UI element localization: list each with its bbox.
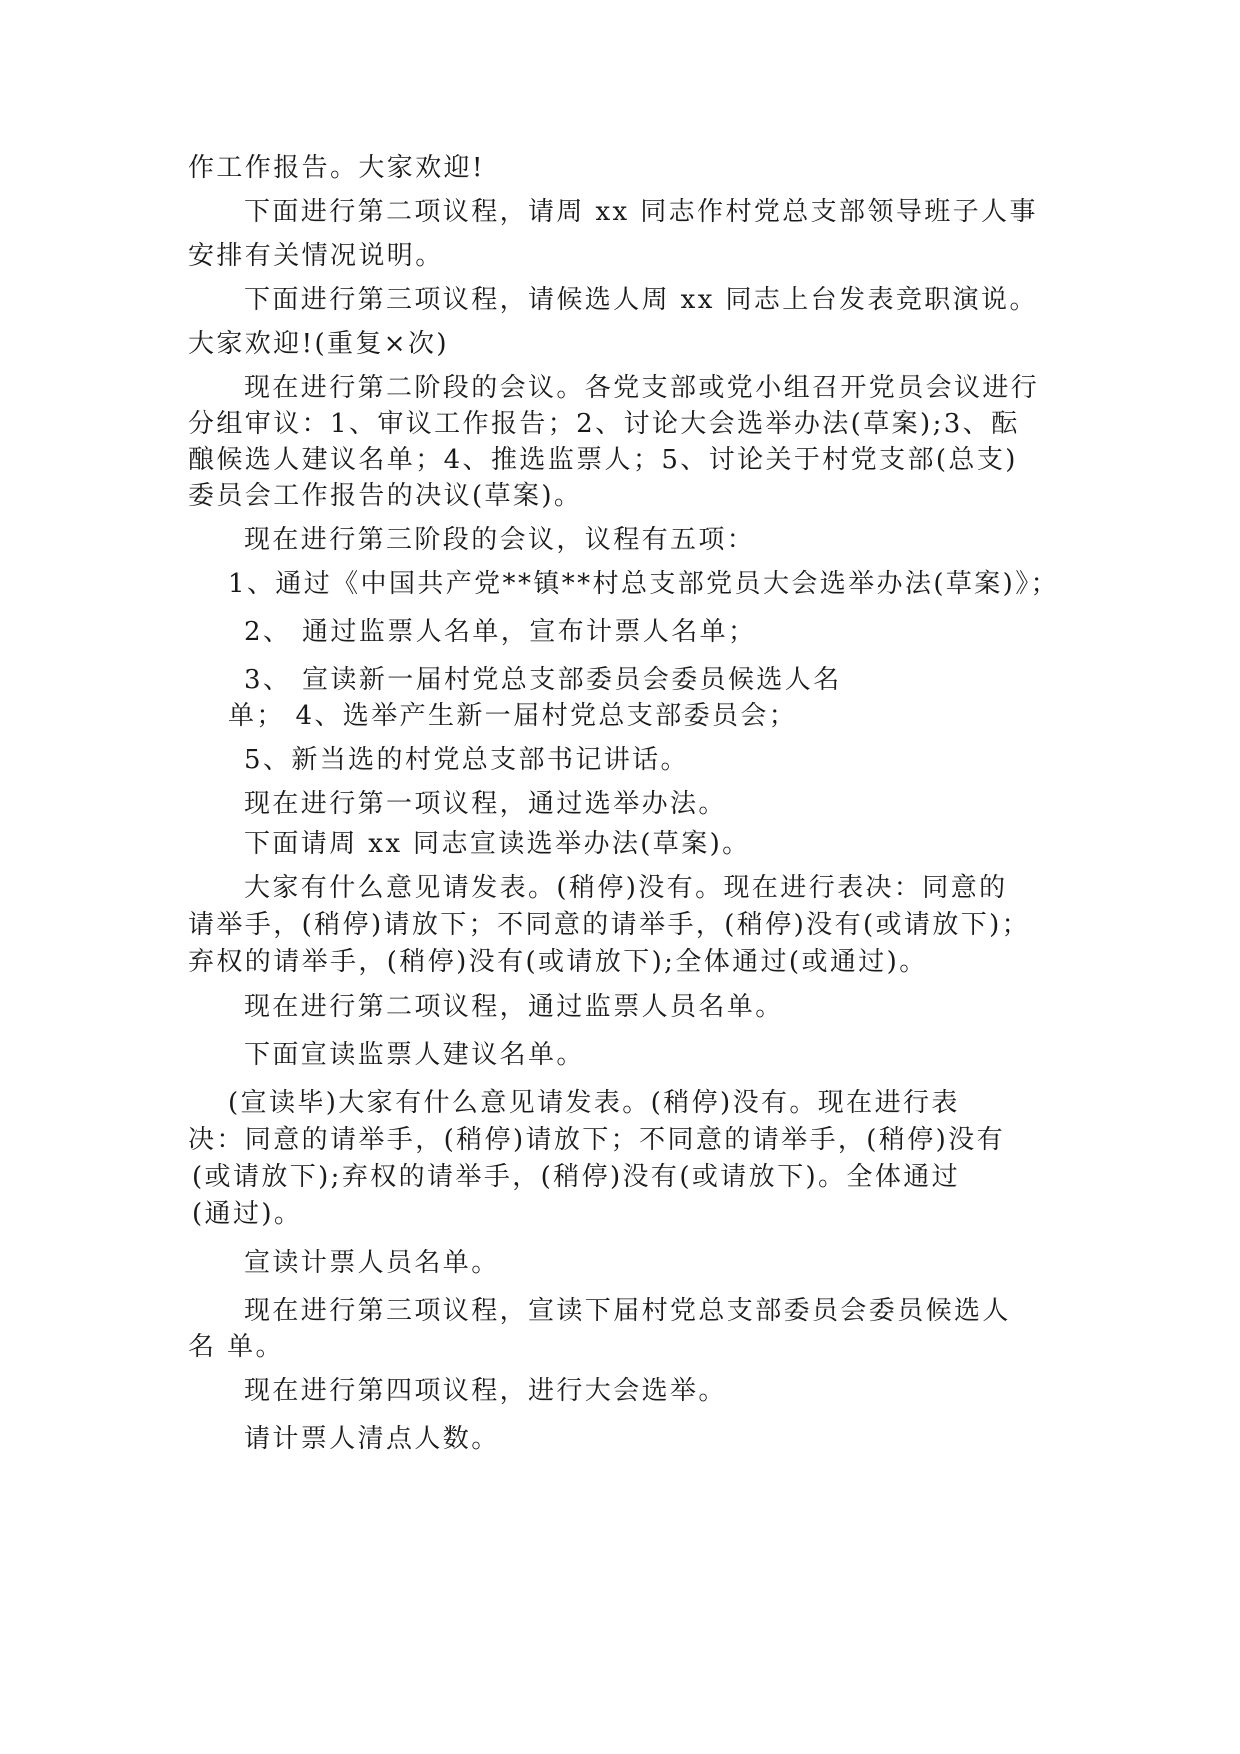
paragraph-start: 请计票人清点人数。: [244, 1424, 500, 1454]
agenda-item: 单； 4、选举产生新一届村党总支部委员会；: [228, 701, 798, 731]
paragraph-start: 下面进行第三项议程，请候选人周 xx 同志上台发表竞职演说。: [244, 285, 1038, 315]
text-line: 名 单。: [188, 1332, 284, 1362]
text-line: 委员会工作报告的决议(草案)。: [188, 481, 583, 511]
paragraph-start: 现在进行第二项议程，通过监票人员名单。: [244, 992, 784, 1022]
paragraph-start: 现在进行第四项议程，进行大会选举。: [244, 1376, 727, 1406]
text-line: 分组审议：1、审议工作报告；2、讨论大会选举办法(草案);3、酝: [188, 409, 1020, 439]
paragraph-start: 现在进行第三项议程，宣读下届村党总支部委员会委员候选人: [244, 1296, 1011, 1326]
paragraph-start: 下面请周 xx 同志宣读选举办法(草案)。: [244, 829, 751, 859]
text-line: 弃权的请举手，(稍停)没有(或请放下);全体通过(或通过)。: [188, 947, 928, 977]
text-line: (通过)。: [192, 1199, 303, 1229]
text-line: 大家欢迎!(重复×次): [188, 329, 449, 359]
paragraph-start: 大家有什么意见请发表。(稍停)没有。现在进行表决：同意的: [244, 873, 1008, 903]
agenda-item: 5、新当选的村党总支部书记讲话。: [244, 745, 689, 775]
text-line: 作工作报告。大家欢迎!: [188, 153, 485, 183]
paragraph-start: 现在进行第二阶段的会议。各党支部或党小组召开党员会议进行: [244, 373, 1040, 403]
paragraph-start: 宣读计票人员名单。: [244, 1248, 500, 1278]
paragraph-start: 下面宣读监票人建议名单。: [244, 1040, 585, 1070]
agenda-item: 3、 宣读新一届村党总支部委员会委员候选人名: [244, 665, 842, 695]
text-line: 安排有关情况说明。: [188, 241, 444, 271]
document-page: [188, 150, 1058, 1457]
text-line: 请举手，(稍停)请放下；不同意的请举手，(稍停)没有(或请放下)；: [188, 910, 1031, 940]
text-line: (或请放下);弃权的请举手，(稍停)没有(或请放下)。全体通过: [192, 1162, 961, 1192]
paragraph-start: (宣读毕)大家有什么意见请发表。(稍停)没有。现在进行表: [228, 1088, 960, 1118]
agenda-item: 2、 通过监票人名单，宣布计票人名单；: [244, 617, 757, 647]
agenda-item: 1、通过《中国共产党**镇**村总支部党员大会选举办法(草案)》；: [228, 569, 1060, 599]
paragraph-start: 现在进行第一项议程，通过选举办法。: [244, 789, 727, 819]
paragraph-start: 现在进行第三阶段的会议，议程有五项：: [244, 525, 756, 555]
paragraph-start: 下面进行第二项议程，请周 xx 同志作村党总支部领导班子人事: [244, 197, 1038, 227]
text-line: 决：同意的请举手，(稍停)请放下；不同意的请举手，(稍停)没有: [188, 1125, 1005, 1155]
text-line: 酿候选人建议名单；4、推选监票人；5、讨论关于村党支部(总支): [188, 445, 1018, 475]
